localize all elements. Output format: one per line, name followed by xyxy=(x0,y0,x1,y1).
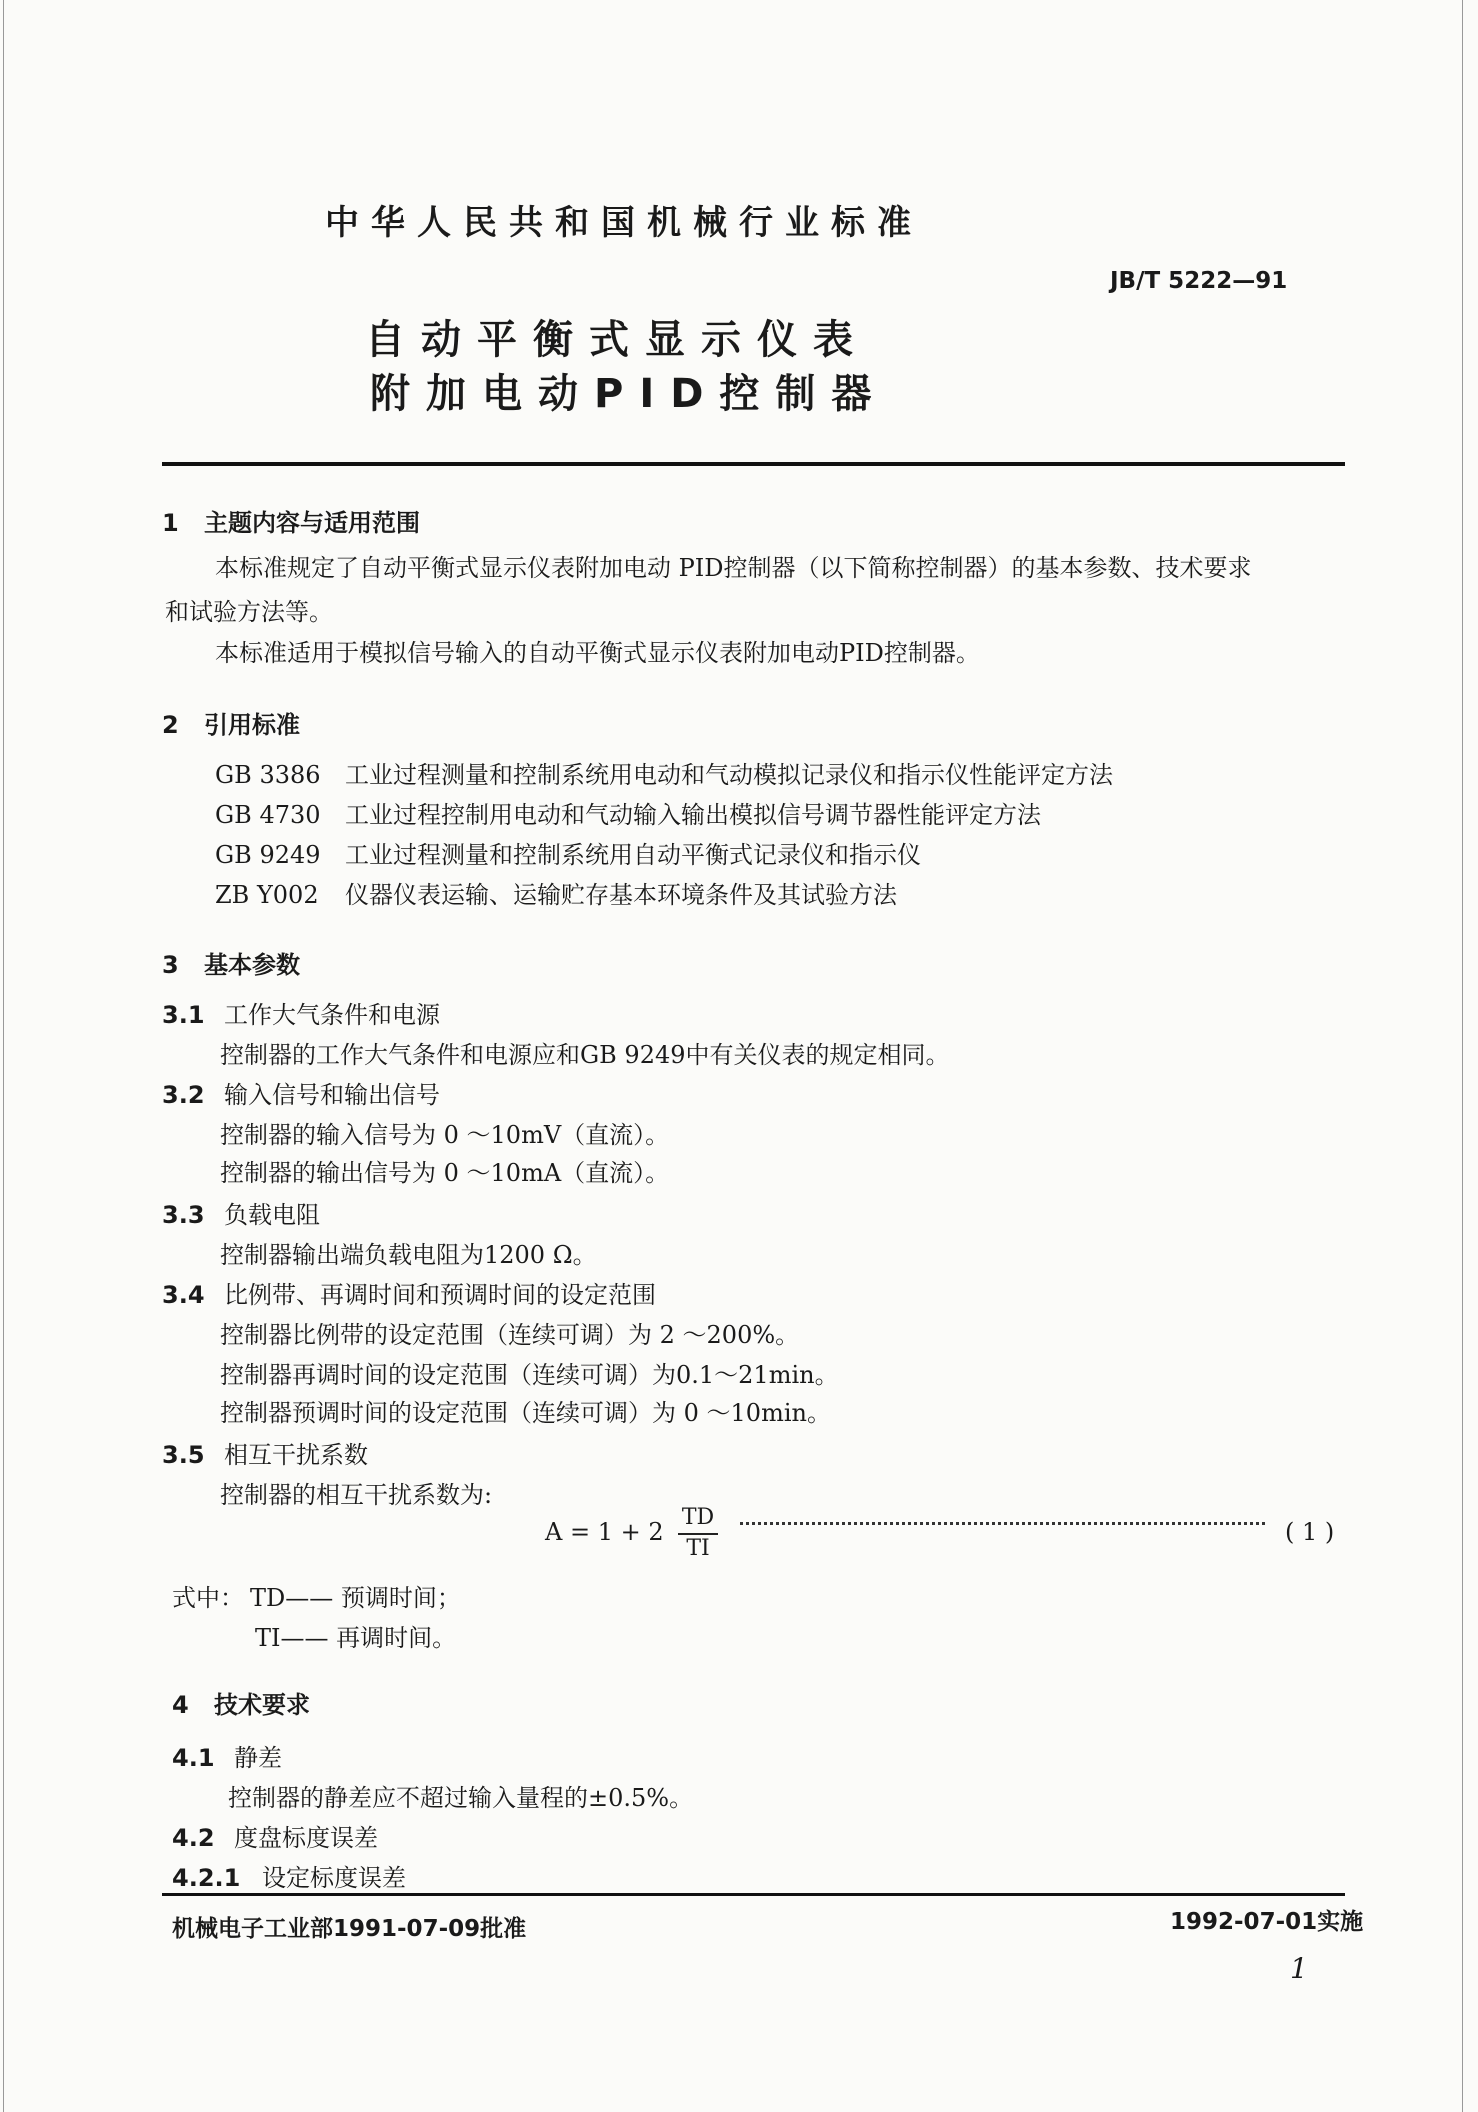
s32-text1: 控制器的输入信号为 0 ～10mV（直流）。 xyxy=(220,1121,670,1149)
fraction-bar xyxy=(678,1533,718,1535)
subsection-4-1 xyxy=(172,1738,282,1773)
standard-body-title: 中华人民共和国机械行业标准 xyxy=(325,203,923,243)
subsection-number: 3.4 xyxy=(162,1281,205,1309)
effective-date: 1992-07-01实施 xyxy=(1170,1909,1364,1935)
leader-dots xyxy=(740,1520,1265,1525)
formula-denominator: TI xyxy=(686,1536,710,1561)
approval-line: 机械电子工业部1991-07-09批准 xyxy=(172,1916,527,1942)
subsection-number: 3.1 xyxy=(162,1001,205,1029)
document-title-line2: 附加电动PID控制器 xyxy=(370,371,888,417)
subsection-3-4 xyxy=(162,1275,656,1310)
s1-paragraph2: 本标准适用于模拟信号输入的自动平衡式显示仪表附加电动PID控制器。 xyxy=(215,639,980,667)
s41-text: 控制器的静差应不超过输入量程的±0.5%。 xyxy=(228,1784,694,1812)
subsection-number: 4.2 xyxy=(172,1824,215,1852)
reference-item xyxy=(215,795,1041,830)
section-title: 技术要求 xyxy=(214,1691,310,1719)
document-title-line1: 自动平衡式显示仪表 xyxy=(365,317,869,363)
reference-code: GB 4730 xyxy=(215,801,321,829)
symbol-td: TD xyxy=(250,1584,286,1612)
page-number: 1 xyxy=(1290,1952,1308,1985)
equation-number: ( 1 ) xyxy=(1285,1518,1335,1546)
section-2-heading xyxy=(162,705,300,740)
s35-text: 控制器的相互干扰系数为: xyxy=(220,1481,493,1509)
subsection-title: 工作大气条件和电源 xyxy=(224,1001,440,1029)
subsection-3-3 xyxy=(162,1195,320,1230)
section-4-heading xyxy=(172,1685,310,1720)
s1-paragraph1-line2: 和试验方法等。 xyxy=(165,598,333,626)
page-edge-left xyxy=(3,0,4,2112)
standard-code: JB/T 5222—91 xyxy=(1110,268,1288,294)
subsection-number: 4.1 xyxy=(172,1744,215,1772)
reference-code: GB 9249 xyxy=(215,841,321,869)
section-title: 主题内容与适用范围 xyxy=(204,509,420,537)
subsection-4-2 xyxy=(172,1818,378,1853)
reference-title: 工业过程测量和控制系统用电动和气动模拟记录仪和指示仪性能评定方法 xyxy=(345,761,1113,789)
reference-title: 仪器仪表运输、运输贮存基本环境条件及其试验方法 xyxy=(345,881,897,909)
subsection-3-5 xyxy=(162,1435,368,1470)
subsection-title: 相互干扰系数 xyxy=(224,1441,368,1469)
section-title: 引用标准 xyxy=(204,711,300,739)
subsection-title: 负载电阻 xyxy=(224,1201,320,1229)
section-title: 基本参数 xyxy=(204,951,300,979)
subsection-title: 静差 xyxy=(234,1744,282,1772)
definition-td: —— 预调时间； xyxy=(285,1584,461,1612)
s33-text: 控制器输出端负载电阻为1200 Ω。 xyxy=(220,1241,597,1269)
formula-definition-td xyxy=(250,1578,461,1613)
s34-text2: 控制器再调时间的设定范围（连续可调）为0.1～21min。 xyxy=(220,1361,839,1389)
section-number: 2 xyxy=(162,711,179,739)
reference-title: 工业过程测量和控制系统用自动平衡式记录仪和指示仪 xyxy=(345,841,921,869)
s1-paragraph1-line1: 本标准规定了自动平衡式显示仪表附加电动 PID控制器（以下简称控制器）的基本参数、技术要求 xyxy=(215,554,1252,582)
s32-text2: 控制器的输出信号为 0 ～10mA（直流）。 xyxy=(220,1159,670,1187)
reference-title: 工业过程控制用电动和气动输入输出模拟信号调节器性能评定方法 xyxy=(345,801,1041,829)
footer-divider xyxy=(162,1893,1345,1896)
subsection-4-2-1 xyxy=(172,1858,406,1893)
s34-text1: 控制器比例带的设定范围（连续可调）为 2 ～200%。 xyxy=(220,1321,800,1349)
subsection-title: 度盘标度误差 xyxy=(234,1824,378,1852)
subsection-3-2 xyxy=(162,1075,440,1110)
subsection-number: 3.3 xyxy=(162,1201,205,1229)
subsection-number: 3.5 xyxy=(162,1441,205,1469)
s34-text3: 控制器预调时间的设定范围（连续可调）为 0 ～10min。 xyxy=(220,1399,831,1427)
reference-code: GB 3386 xyxy=(215,761,321,789)
section-number: 1 xyxy=(162,509,179,537)
subsection-title: 输入信号和输出信号 xyxy=(224,1081,440,1109)
subsection-number: 4.2.1 xyxy=(172,1864,241,1892)
subsection-3-1 xyxy=(162,995,440,1030)
formula-lhs: A = 1 + 2 xyxy=(545,1518,664,1546)
section-1-heading xyxy=(162,503,420,538)
section-3-heading xyxy=(162,945,300,980)
section-number: 4 xyxy=(172,1691,189,1719)
reference-item xyxy=(215,875,897,910)
page-edge-right xyxy=(1462,0,1463,2112)
reference-item xyxy=(215,835,921,870)
subsection-title: 设定标度误差 xyxy=(262,1864,406,1892)
header-divider xyxy=(162,462,1345,466)
formula-definition-ti xyxy=(255,1618,456,1653)
subsection-title: 比例带、再调时间和预调时间的设定范围 xyxy=(224,1281,656,1309)
s31-text: 控制器的工作大气条件和电源应和GB 9249中有关仪表的规定相同。 xyxy=(220,1041,950,1069)
formula-where-label: 式中： xyxy=(172,1584,244,1612)
definition-ti: —— 再调时间。 xyxy=(280,1624,457,1652)
symbol-ti: TI xyxy=(255,1624,281,1652)
reference-item xyxy=(215,755,1113,790)
formula-numerator: TD xyxy=(681,1505,715,1530)
section-number: 3 xyxy=(162,951,179,979)
subsection-number: 3.2 xyxy=(162,1081,205,1109)
reference-code: ZB Y002 xyxy=(215,881,319,909)
